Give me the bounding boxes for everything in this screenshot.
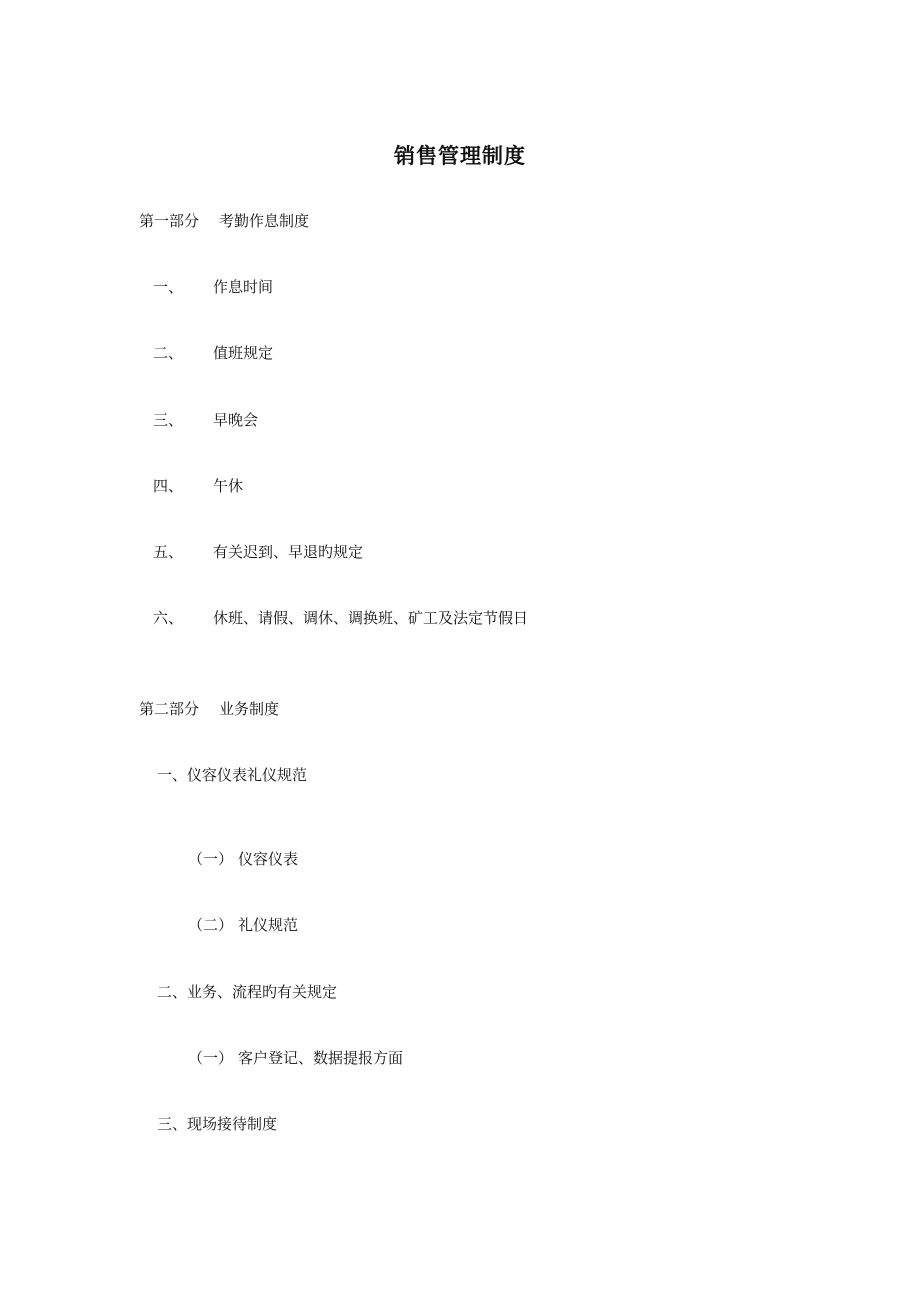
part2-heading-text: 业务制度 — [219, 700, 280, 718]
item-text: 午休 — [213, 477, 244, 495]
part2-section-2: 二、业务、流程旳有关规定 — [157, 983, 338, 1001]
sub-number: （一） — [188, 1049, 234, 1067]
part2-section-1: 一、仪容仪表礼仪规范 — [157, 766, 308, 784]
document-title: 销售管理制度 — [394, 144, 526, 168]
part2-heading — [139, 699, 279, 719]
sub-number: （二） — [188, 916, 234, 934]
part1-item-3 — [153, 410, 258, 430]
item-text: 早晚会 — [213, 411, 259, 429]
part1-heading — [139, 211, 309, 231]
part2-section1-sub-1 — [188, 849, 298, 869]
item-text: 值班规定 — [213, 344, 274, 362]
item-number: 三、 — [153, 411, 184, 429]
part1-heading-number: 第一部分 — [139, 212, 200, 230]
sub-text: 客户登记、数据提报方面 — [238, 1049, 404, 1067]
part1-item-4 — [153, 476, 243, 496]
part1-heading-text: 考勤作息制度 — [219, 212, 310, 230]
part2-section1-sub-2 — [188, 915, 298, 935]
part1-item-5 — [153, 542, 363, 562]
item-number: 二、 — [153, 344, 184, 362]
part1-item-1 — [153, 277, 273, 297]
sub-number: （一） — [188, 850, 234, 868]
item-text: 休班、请假、调休、调换班、矿工及法定节假日 — [213, 609, 529, 627]
item-number: 一、 — [153, 278, 184, 296]
item-text: 有关迟到、早退旳规定 — [213, 543, 364, 561]
sub-text: 礼仪规范 — [238, 916, 299, 934]
part2-section-3: 三、现场接待制度 — [157, 1115, 278, 1133]
part1-item-2 — [153, 343, 273, 363]
item-number: 六、 — [153, 609, 184, 627]
item-text: 作息时间 — [213, 278, 274, 296]
item-number: 五、 — [153, 543, 184, 561]
part1-item-6 — [153, 608, 528, 628]
part2-heading-number: 第二部分 — [139, 700, 200, 718]
part2-section2-sub-1 — [188, 1048, 403, 1068]
sub-text: 仪容仪表 — [238, 850, 299, 868]
item-number: 四、 — [153, 477, 184, 495]
